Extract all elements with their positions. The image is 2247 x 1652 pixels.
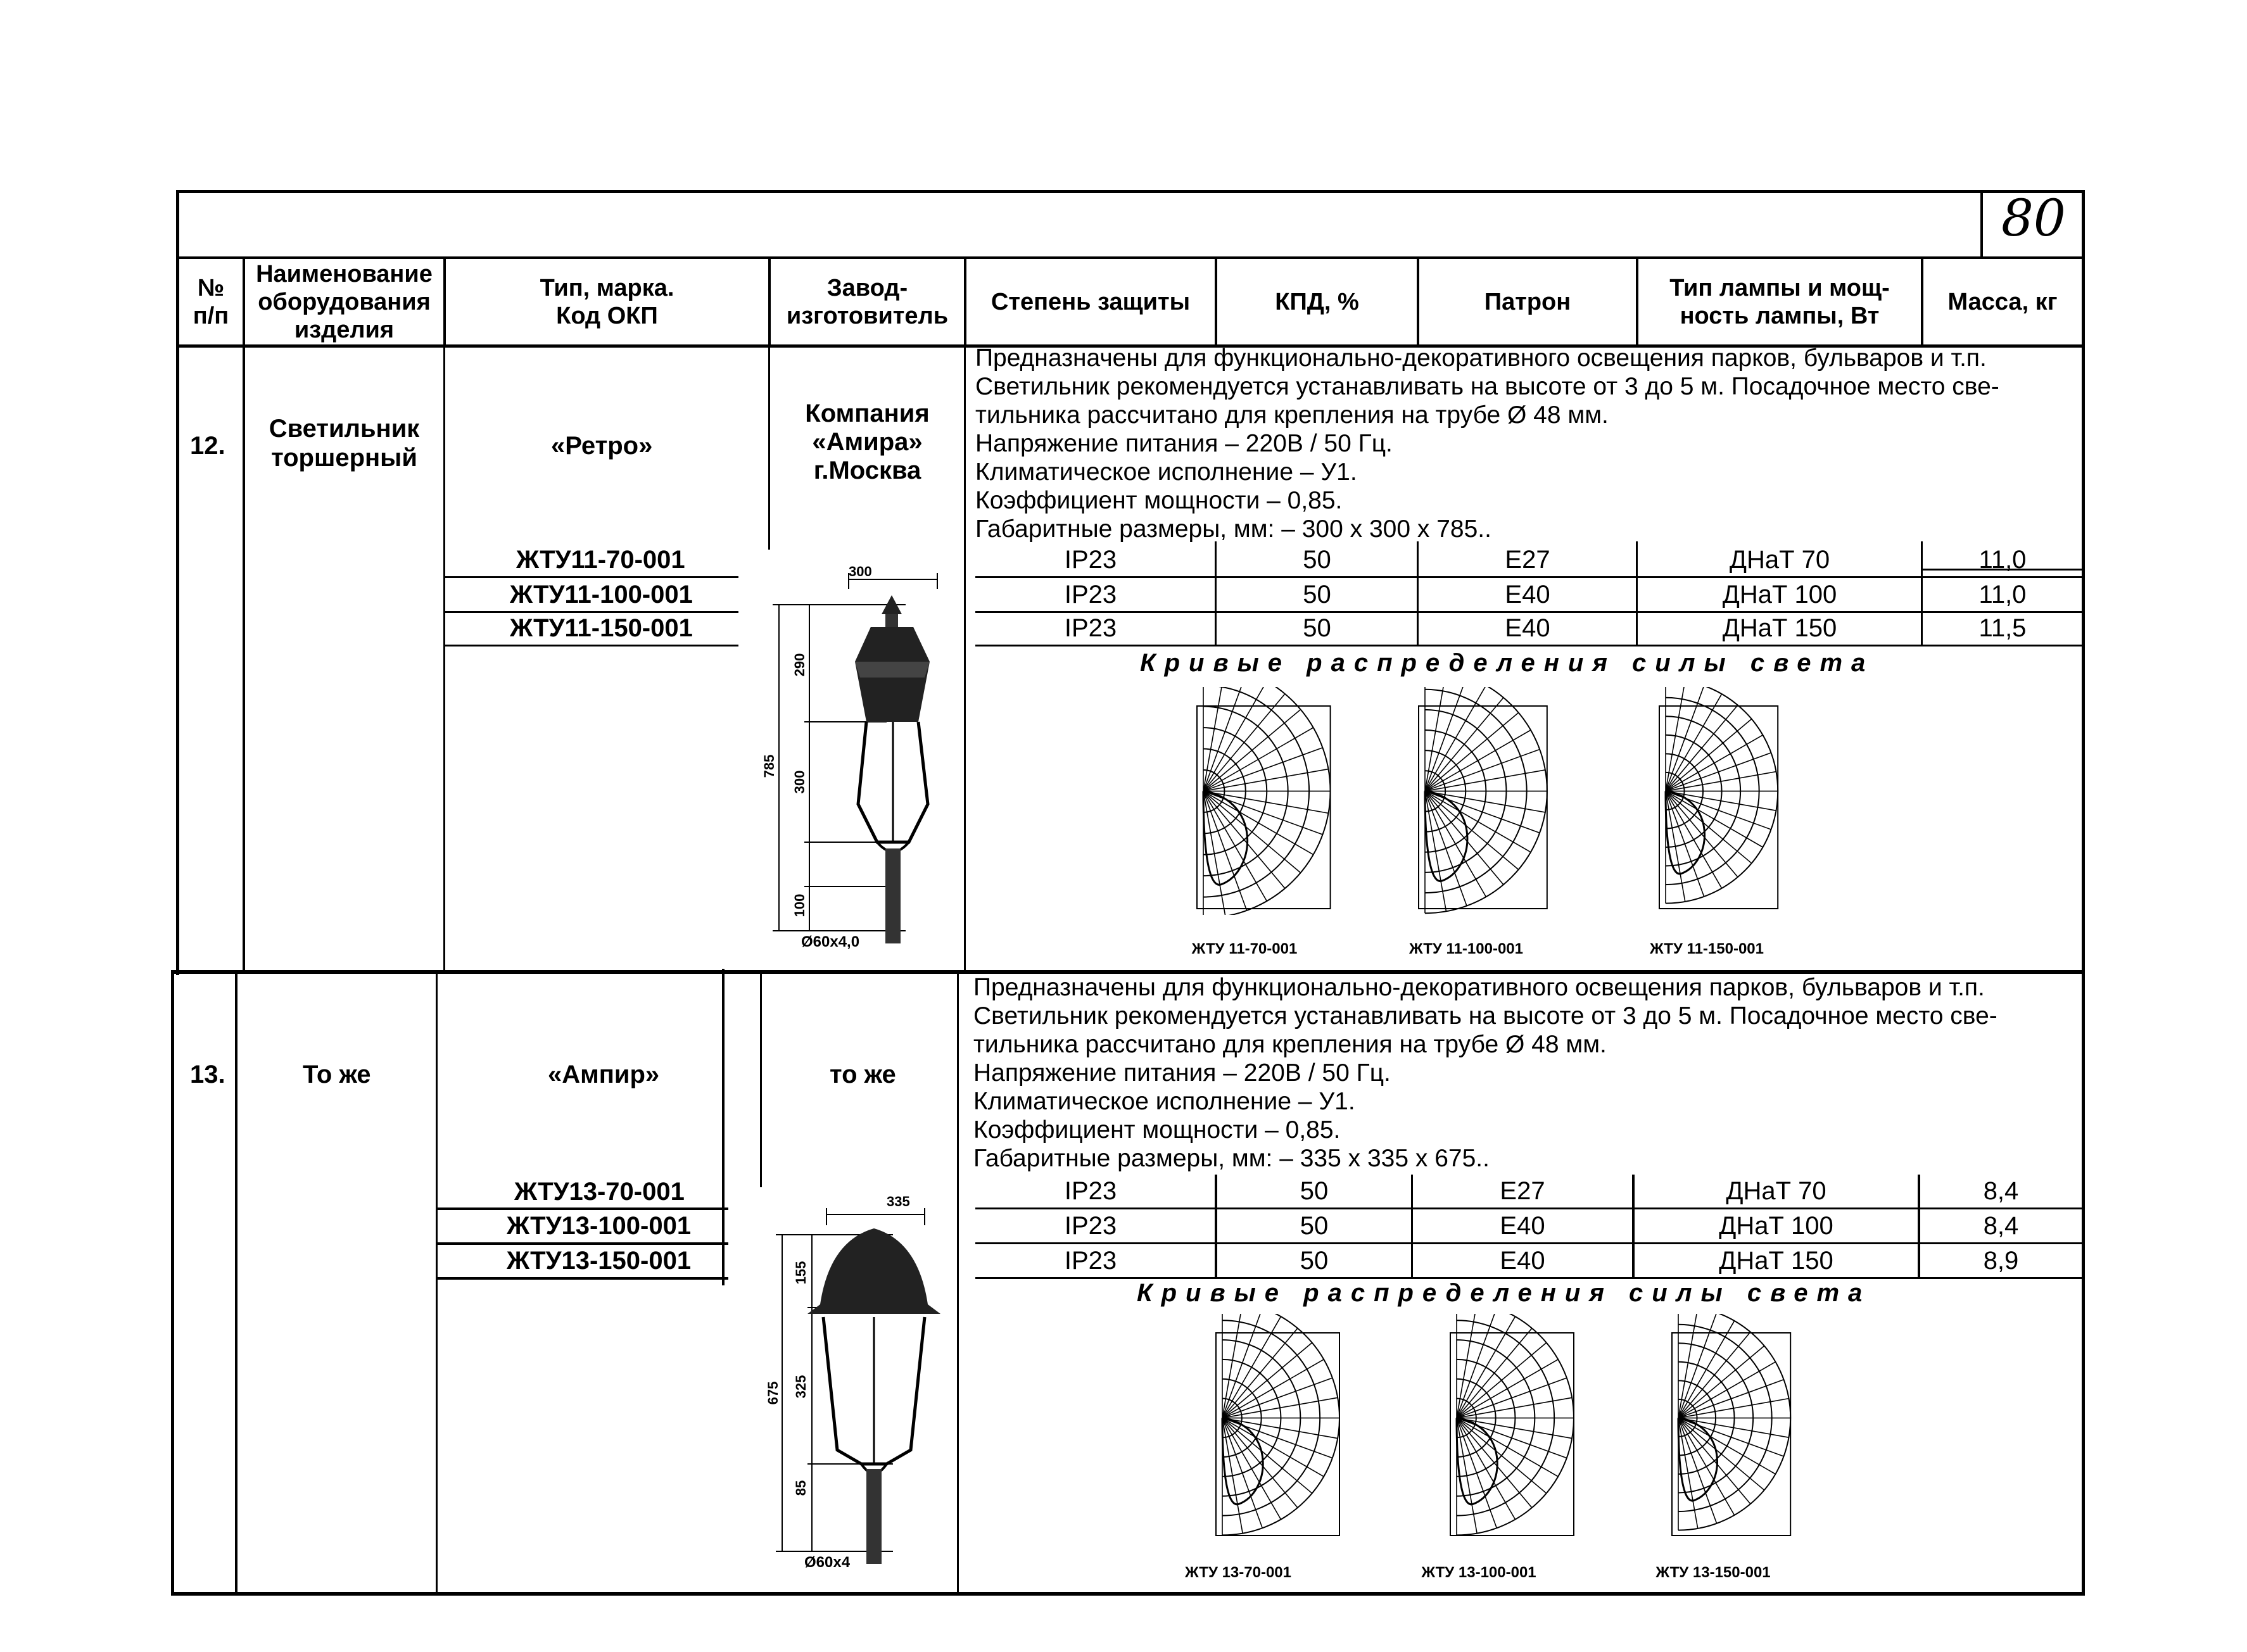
polar-diagram — [1659, 1314, 1824, 1542]
row-mass: 11,0 — [1978, 580, 2027, 608]
row-efficiency: 50 — [1303, 545, 1331, 574]
item-model: «Ретро» — [551, 432, 653, 460]
item-maker: Компания «Амира» г.Москва — [805, 399, 930, 484]
dim-pipe: Ø60х4,0 — [801, 933, 860, 950]
curve-caption: ЖТУ 11-70-001 — [1191, 940, 1298, 957]
item-maker: то же — [830, 1061, 896, 1088]
row-socket: E27 — [1500, 1177, 1545, 1205]
dim-width: 300 — [849, 564, 872, 579]
row-efficiency: 50 — [1303, 614, 1331, 642]
row-protection: IP23 — [1064, 614, 1117, 642]
row-code: ЖТУ11-70-001 — [516, 546, 685, 574]
row-mass: 11,0 — [1978, 545, 2027, 574]
header-protection: Степень защиты — [991, 288, 1191, 315]
polar-ray — [1425, 687, 1467, 791]
polar-diagram — [1184, 687, 1368, 915]
dim-middle: 325 — [793, 1375, 809, 1399]
lamp-drawing-retro — [754, 551, 969, 962]
item-num: 13. — [190, 1061, 225, 1088]
polar-ray — [1222, 1314, 1262, 1418]
header-socket: Патрон — [1484, 288, 1571, 315]
header-num: № п/п — [193, 274, 229, 329]
header-lamp: Тип лампы и мощ- ность лампы, Вт — [1669, 274, 1890, 329]
row-mass: 8,9 — [1983, 1246, 2019, 1275]
dim-bottom: 85 — [793, 1480, 809, 1496]
row-lamp: ДНаТ 150 — [1722, 614, 1837, 642]
header-maker: Завод- изготовитель — [786, 274, 949, 329]
row-code: ЖТУ13-150-001 — [507, 1247, 692, 1275]
curve-caption: ЖТУ 13-70-001 — [1185, 1564, 1291, 1581]
curve-caption: ЖТУ 11-150-001 — [1650, 940, 1764, 957]
row-code: ЖТУ13-70-001 — [514, 1178, 685, 1206]
row-mass: 11,5 — [1978, 614, 2027, 642]
row-code: ЖТУ11-100-001 — [510, 581, 693, 608]
row-lamp: ДНаТ 70 — [1726, 1177, 1826, 1205]
row-protection: IP23 — [1064, 1246, 1117, 1275]
row-code: ЖТУ13-100-001 — [507, 1212, 692, 1240]
row-efficiency: 50 — [1300, 1246, 1329, 1275]
dim-middle: 300 — [792, 770, 807, 794]
row-efficiency: 50 — [1303, 580, 1331, 608]
item-name: То же — [303, 1061, 371, 1088]
item-model: «Ампир» — [548, 1061, 660, 1088]
row-protection: IP23 — [1064, 545, 1117, 574]
curve-caption: ЖТУ 13-150-001 — [1655, 1564, 1771, 1581]
row-socket: E40 — [1500, 1211, 1545, 1240]
dim-total: 675 — [765, 1381, 781, 1405]
row-lamp: ДНаТ 150 — [1719, 1246, 1833, 1275]
dim-total: 785 — [761, 754, 777, 778]
dim-top: 290 — [792, 653, 807, 677]
row-protection: IP23 — [1064, 1177, 1117, 1205]
dim-width: 335 — [887, 1194, 910, 1209]
row-efficiency: 50 — [1300, 1177, 1329, 1205]
row-socket: E40 — [1505, 614, 1550, 642]
item-name: Светильник торшерный — [269, 415, 420, 472]
dim-pipe: Ø60х4 — [804, 1554, 851, 1571]
curve-caption: ЖТУ 11-100-001 — [1409, 940, 1523, 957]
curve-caption: ЖТУ 13-100-001 — [1421, 1564, 1536, 1581]
row-socket: E27 — [1505, 545, 1550, 574]
polar-diagram — [1203, 1314, 1374, 1542]
curves-title: Кривые распределения силы света — [1137, 1279, 1871, 1307]
row-efficiency: 50 — [1300, 1211, 1329, 1240]
row-lamp: ДНаТ 100 — [1719, 1211, 1833, 1240]
row-lamp: ДНаТ 70 — [1729, 545, 1830, 574]
curves-title: Кривые распределения силы света — [1140, 649, 1875, 677]
row-protection: IP23 — [1064, 580, 1117, 608]
row-socket: E40 — [1500, 1246, 1545, 1275]
row-mass: 8,4 — [1983, 1177, 2019, 1205]
page-number: 80 — [2001, 189, 2066, 248]
row-mass: 8,4 — [1983, 1211, 2019, 1240]
polar-diagram — [1647, 687, 1811, 915]
header-type: Тип, марка. Код ОКП — [540, 274, 674, 329]
lamp-drawing-ampir — [735, 1190, 963, 1583]
dim-top: 155 — [793, 1261, 809, 1285]
item-num: 12. — [190, 432, 225, 460]
item-description: Предназначены для функционально-декоративного освещения парков, бульваров и т.п. Светильник рекомендуется устанавливать на высоте от 3 до 5 м. Посадочное место све- тильника рассчитано для крепления на трубе Ø 48 мм. Напряжение питания – 220В / 50 Гц. Климатическое исполнение – У1. Коэффициент мощности – 0,85. Габаритные размеры, мм: – 335 х 335 х 675.. — [973, 974, 1997, 1172]
polar-ray — [1457, 1314, 1497, 1418]
item-description: Предназначены для функционально-декоративного освещения парков, бульваров и т.п. Светильник рекомендуется устанавливать на высоте от 3 до 5 м. Посадочное место све- тильника рассчитано для крепления на трубе Ø 48 мм. Напряжение питания – 220В / 50 Гц. Климатическое исполнение – У1. Коэффициент мощности – 0,85. Габаритные размеры, мм: – 300 х 300 х 785.. — [975, 344, 1999, 543]
polar-ring — [1203, 687, 1309, 897]
polar-diagram — [1438, 1314, 1609, 1542]
polar-ray — [1222, 1314, 1243, 1418]
header-efficiency: КПД, % — [1275, 288, 1359, 315]
header-name: Наименование оборудования изделия — [256, 260, 433, 343]
row-code: ЖТУ11-150-001 — [510, 614, 693, 642]
polar-diagram — [1406, 687, 1583, 915]
dim-bottom: 100 — [792, 893, 807, 917]
polar-ray — [1457, 1314, 1477, 1418]
row-protection: IP23 — [1064, 1211, 1117, 1240]
row-lamp: ДНаТ 100 — [1722, 580, 1837, 608]
header-mass: Масса, кг — [1947, 288, 2058, 315]
row-socket: E40 — [1505, 580, 1550, 608]
